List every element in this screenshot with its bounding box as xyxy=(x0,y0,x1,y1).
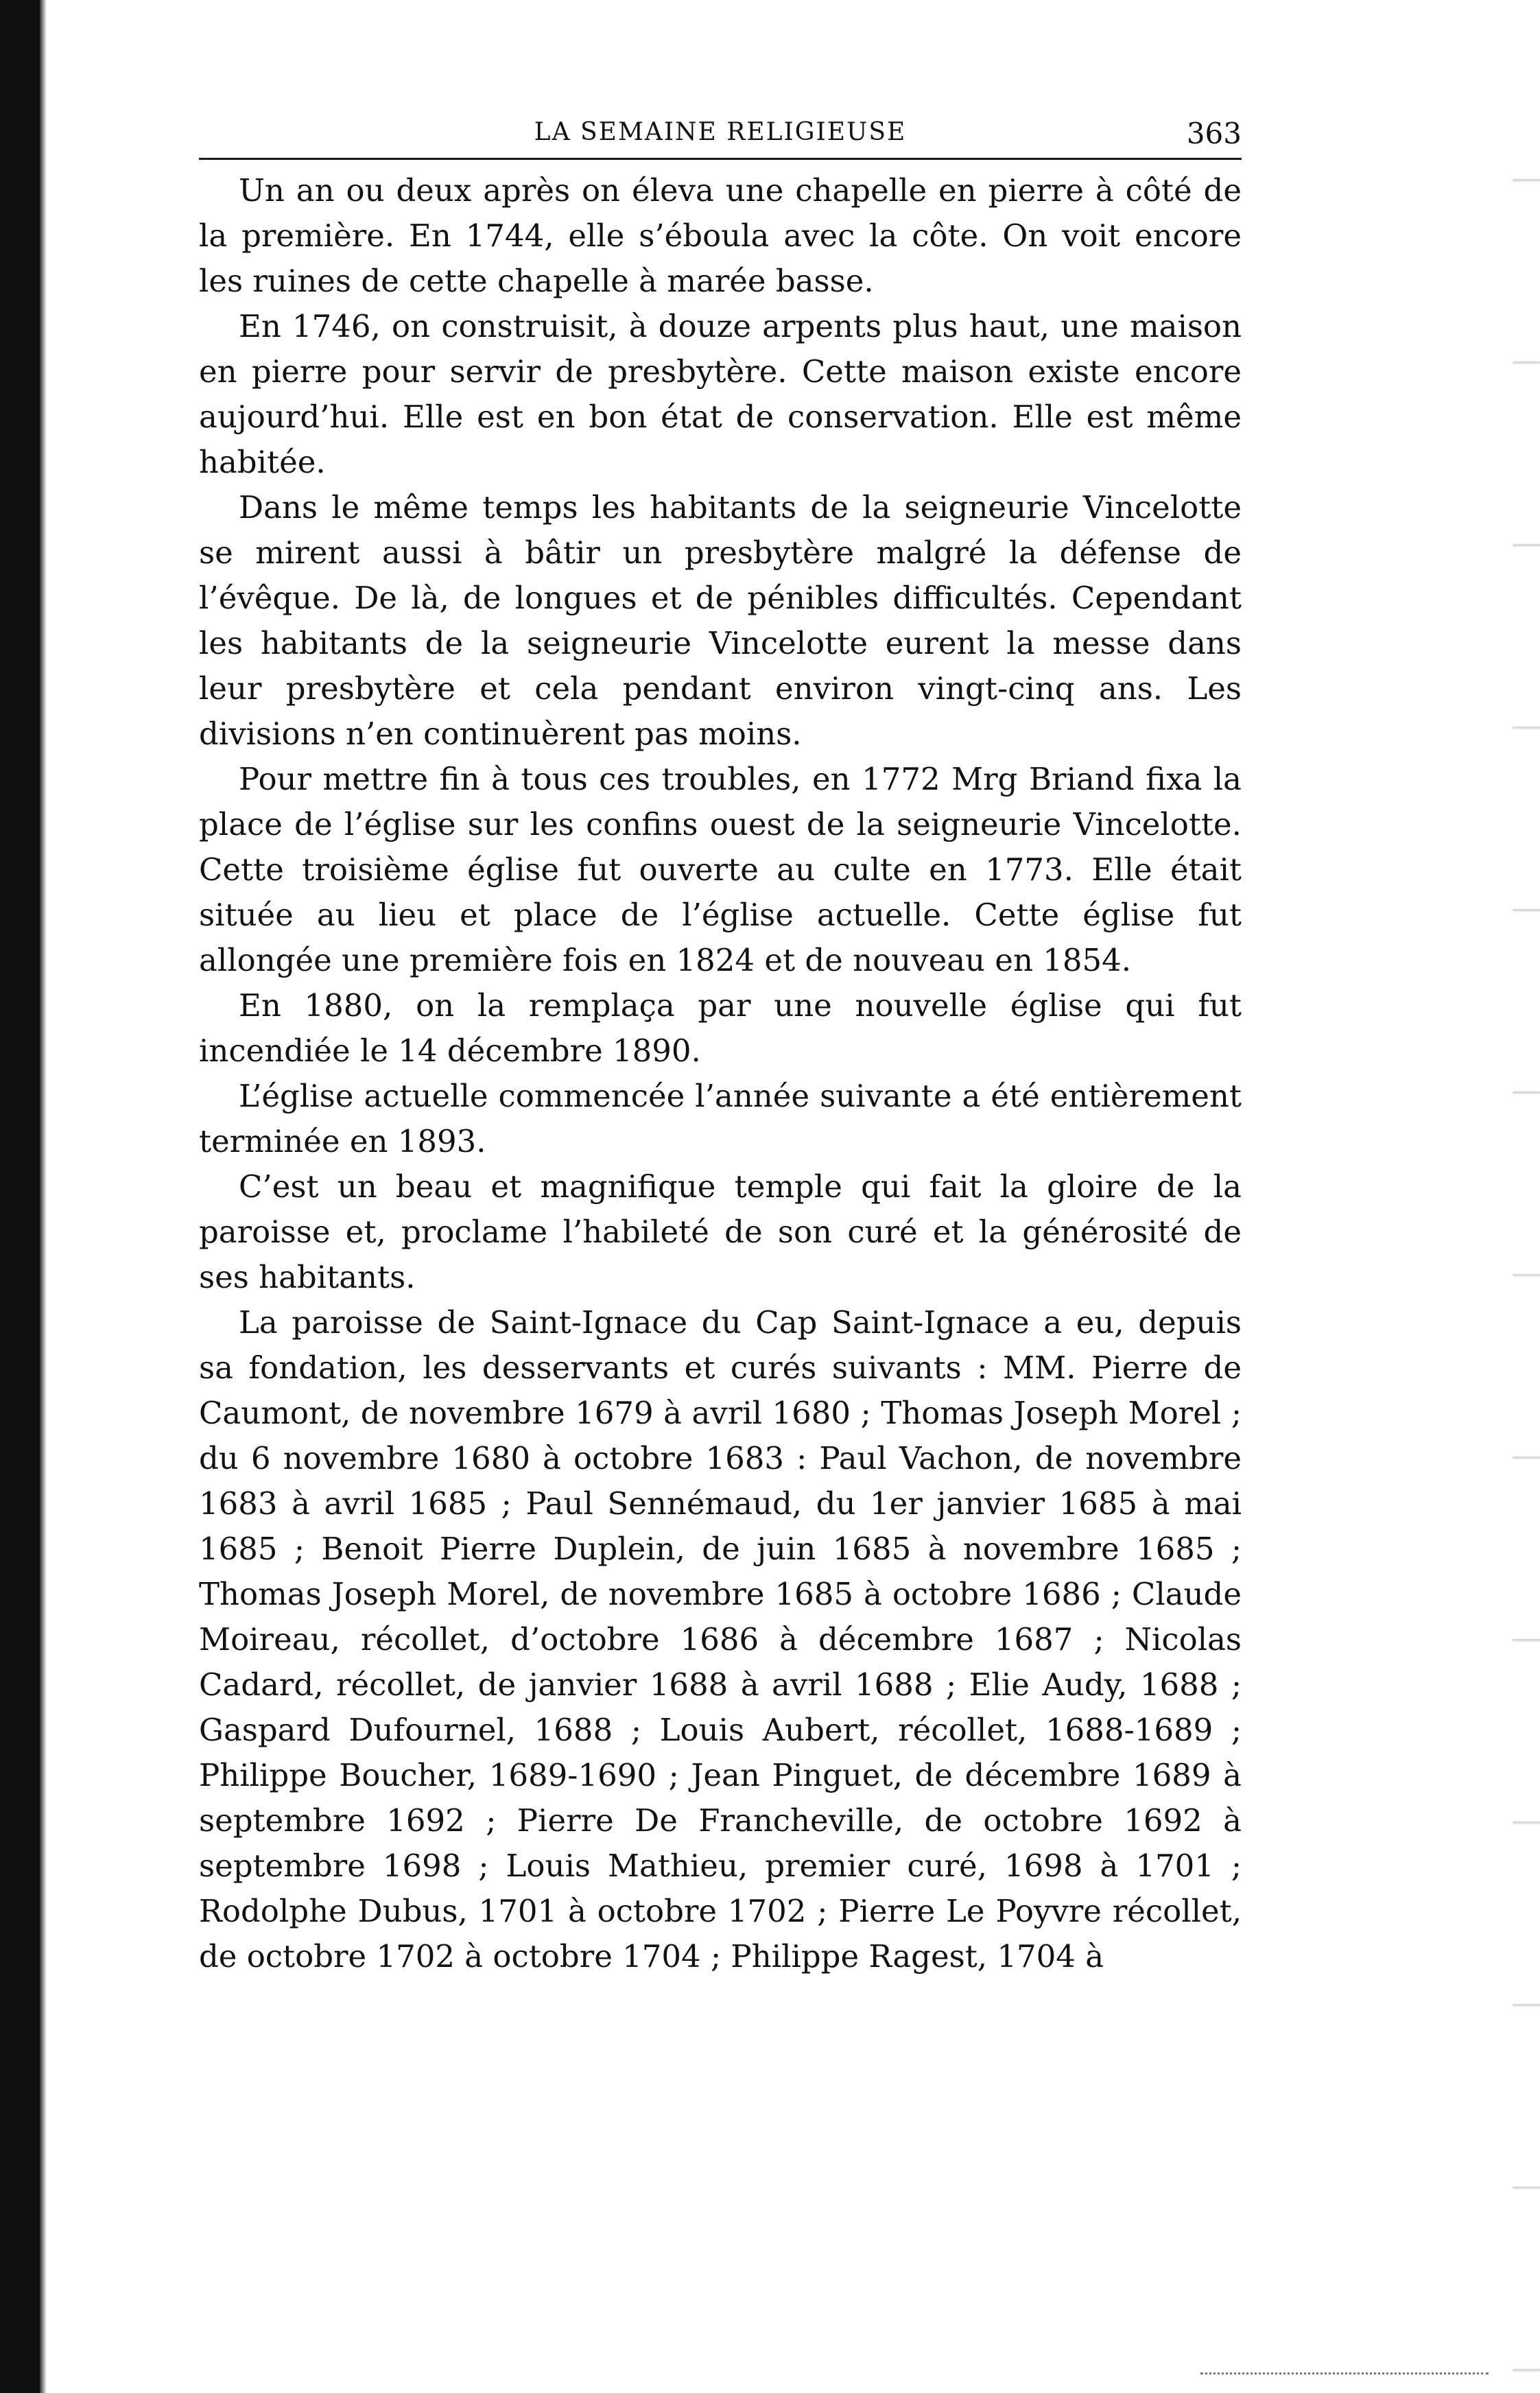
page-number: 363 xyxy=(1186,117,1242,150)
paragraph-third-church: Pour mettre fin à tous ces troubles, en 1772 Mrg Briand fixa la place de l’église sur les confins ouest de la seigneurie Vincelotte. Cette troisième église fut ouverte au culte en 1773. Elle était située au lieu et place de l’église actuelle. Cette église fut allongée une première fois en 1824 et de nouveau en 1854. xyxy=(199,761,1242,978)
page-header xyxy=(199,115,1242,160)
paragraph-1880-church: En 1880, on la remplaça par une nouvelle église qui fut incendiée le 14 décembre 1890. xyxy=(199,987,1242,1069)
book-page xyxy=(199,115,1242,1979)
paragraph-vincelotte: Dans le même temps les habitants de la seigneurie Vincelotte se mirent aussi à bâtir un presbytère malgré la défense de l’évêque. De là, de longues et de pénibles difficultés. Cependant les habitants de la seigneurie Vincelotte eurent la messe dans leur presbytère et cela pendant environ vingt-cinq ans. Les divisions n’en continuèrent pas moins. xyxy=(199,489,1242,752)
paragraph-presbytery: En 1746, on construisit, à douze arpents plus haut, une maison en pierre pour servir de presbytère. Cette maison existe encore aujourd’hui. Elle est en bon état de conservation. Elle est même habitée. xyxy=(199,308,1242,480)
scan-right-margin-specks xyxy=(1513,0,1540,2393)
scan-dark-edge xyxy=(0,0,40,2393)
body-text xyxy=(199,168,1242,1979)
bottom-scan-dots xyxy=(1200,2372,1489,2374)
running-head: LA SEMAINE RELIGIEUSE xyxy=(534,118,907,146)
paragraph-clergy-list: La paroisse de Saint-Ignace du Cap Saint-Ignace a eu, depuis sa fondation, les desservants et curés suivants : MM. Pierre de Caumont, de novembre 1679 à avril 1680 ; Thomas Joseph Morel ; du 6 novembre 1680 à octobre 1683 : Paul Vachon, de novembre 1683 à avril 1685 ; Paul Sennémaud, du 1er janvier 1685 à mai 1685 ; Benoit Pierre Duplein, de juin 1685 à novembre 1685 ; Thomas Joseph Morel, de novembre 1685 à octobre 1686 ; Claude Moireau, récollet, d’octobre 1686 à décembre 1687 ; Nicolas Cadard, récollet, de janvier 1688 à avril 1688 ; Elie Audy, 1688 ; Gaspard Dufournel, 1688 ; Louis Aubert, récollet, 1688-1689 ; Philippe Boucher, 1689-1690 ; Jean Pinguet, de décembre 1689 à septembre 1692 ; Pierre De Francheville, de octobre 1692 à septembre 1698 ; Louis Mathieu, premier curé, 1698 à 1701 ; Rodolphe Dubus, 1701 à octobre 1702 ; Pierre Le Poyvre récollet, de octobre 1702 à octobre 1704 ; Philippe Ragest, 1704 à xyxy=(199,1304,1242,1974)
paragraph-current-church: L’église actuelle commencée l’année suivante a été entièrement terminée en 1893. xyxy=(199,1078,1242,1159)
paragraph-chapel: Un an ou deux après on éleva une chapelle en pierre à côté de la première. En 1744, elle s’éboula avec la côte. On voit encore les ruines de cette chapelle à marée basse. xyxy=(199,172,1242,299)
paragraph-temple: C’est un beau et magnifique temple qui fait la gloire de la paroisse et, proclame l’habileté de son curé et la générosité de ses habitants. xyxy=(199,1168,1242,1295)
